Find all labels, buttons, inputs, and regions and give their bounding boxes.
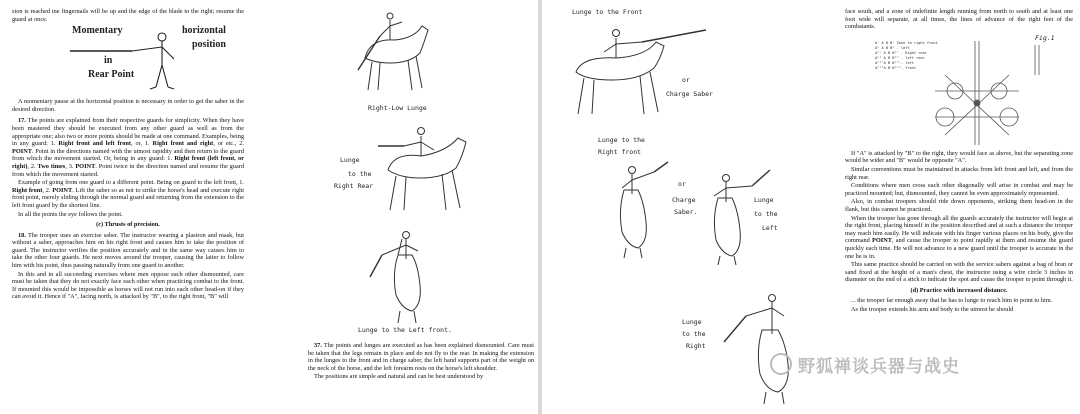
plate-label-lunge-right-rear-3: Right Rear xyxy=(334,182,374,190)
label-in: in xyxy=(104,55,113,67)
plate-label-lunge-left-1: Lunge xyxy=(754,196,774,204)
fig1-label: Fig.1 xyxy=(1035,33,1055,42)
text-run: Right front and left front xyxy=(58,140,131,148)
fig1-legend-row: A" A B B" - left xyxy=(875,45,910,50)
text-run: , or etc., 2. xyxy=(213,140,244,148)
plate-label-lunge-front: Lunge to the Front xyxy=(572,8,643,16)
horse-sketch-lunge-front xyxy=(556,20,716,120)
plate-label-lunge-right-3: Right xyxy=(686,342,706,350)
paragraph-same-practice: This same practice should be carried on with the service sabers against a bag of bran or sand fixed at the height of a man's chest, the instructor using a wire circle 3 inches in diameter on the end of a stick to indicate the spot and cause the trooper to point through it. xyxy=(845,261,1073,284)
section-heading-c: (c) Thrusts of precision. xyxy=(96,221,160,229)
text-run: . Lift the saber so as not to strike the horse's head and execute right front point, merely sliding through the normal guard and returning from the extension to the left front guard by the shortest line. xyxy=(12,186,244,209)
paragraph-attacked: If "A" is attacked by "B" to the right, they would face as above, but the separating zone would be wider and "B" would be opposite "A". xyxy=(845,149,1073,165)
text-run: 17. xyxy=(18,117,28,125)
paragraph-d1: ... the trooper far enough away that he has to lunge to reach him to point to him. xyxy=(851,297,1053,305)
text-run: 37. xyxy=(314,342,324,349)
plate-label-lunge-right-front-2: Right front xyxy=(598,148,642,156)
label-momentary: Momentary xyxy=(72,25,123,37)
plate-label-charge-saber-2b: Saber. xyxy=(674,208,698,216)
text-run: Example of going from one guard to a different point. Being on guard to the left front, 1. xyxy=(18,179,244,187)
right-text-column xyxy=(845,8,1073,315)
text-run: Right front (left front, or right) xyxy=(12,155,244,170)
paragraph-17-eye: In all the points the eye follows the point. xyxy=(18,210,123,218)
label-rear-point: Rear Point xyxy=(88,69,135,81)
text-run: , 2. xyxy=(42,186,53,194)
text-run: POINT xyxy=(872,237,892,245)
text-run: Two times xyxy=(37,162,66,170)
paragraph-continuation: sion is reached tne fingernails will be up and the edge of the blade to the right; resume the guard at once. xyxy=(12,8,244,23)
paragraph-18-continued: In this and in all succeeding exercises where men oppose each other dismounted, care must be taken that they do not exactly face each other when practicing combat to the front. If mounted this would be impossible as horses will not run into each other head-on if they can avoid it. Hence if "A", facing north, is attacked by "B", to the right front, "B" will xyxy=(12,270,244,301)
label-horizontal: horizontal xyxy=(182,25,226,37)
left-page xyxy=(0,0,538,414)
section-heading-d: (d) Practice with increased distance. xyxy=(910,286,1008,294)
text-run: . Point twice in the direction named and resume the guard from which the movement started. xyxy=(12,162,244,178)
text-run: Right front xyxy=(12,186,43,194)
text-run: . Point in the directions named with the utmost rapidity and then return to the guard from which the movement started. Or, being in any guard: 1. xyxy=(12,147,244,163)
plate-label-lunge-right-front-1: Lunge to the xyxy=(598,136,645,144)
text-run: , 2. xyxy=(27,162,38,170)
paragraph-also: Also, in combat troopers should ride down opponents, striking them head-on in the flank, but this cannot be practiced. xyxy=(845,198,1073,213)
plate-label-lunge-left-front: Lunge to the Left front. xyxy=(358,326,452,334)
text-run: When the trooper has gone through all the guards accurately the instructor will begin at the right front, placing himself in the position described and at such a distance the trooper may reach him easily. He will indicate with his finger various places on his body, give the command xyxy=(845,214,1073,245)
text-run: The trooper uses an exercise saber. The instructor wearing a plastron and mask, but without a saber, approaches him on his right front and causes him to take the position of guard. The instructor verifies the position accurately and in the same way causes him to take the other four guards. He next moves around the trooper, causing the latter to follow him with his point, thus passing naturally from one guard to another. xyxy=(12,231,244,270)
text-run: The points are explained from their respective guards for simplicity. When they have been mastered they should be executed from any other guard as well as from the appropriate one; also two or more points should be made at one command. Examples, being in any guard: 1. xyxy=(12,117,244,148)
fig1-legend-row: A"' A B B"' - Right rear xyxy=(875,50,927,55)
paragraph-pause: A momentary pause at the horizontal position is necessary in order to get the saber in the desired direction. xyxy=(12,98,244,113)
plate-label-lunge-left-3: Left xyxy=(762,224,778,232)
plate-label-or-1: or xyxy=(682,76,690,84)
paragraph-face-south: face south, and a zone of indefinite length running from north to south and at least one foot wide will separate, at all times, the lines of advance of the right feet of the combatants. xyxy=(845,8,1073,31)
plate-label-charge-saber-2a: Charge xyxy=(672,196,696,204)
horse-sketch-lunge-right xyxy=(722,286,822,406)
watermark-text: 野狐禅谈兵器与战史 xyxy=(798,356,960,377)
paragraph-17 xyxy=(12,117,244,178)
left-text-column xyxy=(12,8,244,302)
horse-sketch-right-low-lunge xyxy=(350,8,440,98)
plate-label-lunge-right-rear-1: Lunge xyxy=(340,156,360,164)
fig1-diagram xyxy=(845,35,1073,147)
plate-label-lunge-right-rear-2: to the xyxy=(348,170,372,178)
paragraph-when xyxy=(845,215,1073,261)
plate-label-lunge-right-2: to the xyxy=(682,330,706,338)
text-run: The points and lunges are executed as has been explained dismounted. Care must be taken that the legs remain in place and do not fly to the rear. In making the extension in the lunges to the front and in charge saber, the left hand supports part of the weight on the neck of the horse, and the left forearm rests on the horse's left shoulder. xyxy=(308,342,534,372)
paragraph-37 xyxy=(308,342,534,372)
text-run: POINT xyxy=(75,162,96,170)
horse-sketch-lunge-left-front xyxy=(368,225,448,325)
plate-label-right-low-lunge: Right-Low Lunge xyxy=(368,104,427,112)
text-run: , or, 1. xyxy=(130,140,153,148)
fig1-legend-row: A"" A B B"" - left rear xyxy=(875,55,925,60)
text-run: Right front and right xyxy=(152,140,214,148)
text-run: , 3. xyxy=(65,162,76,170)
fig1-legend-row: A""'A B B""'- left xyxy=(875,60,914,65)
left-page-bottom-text xyxy=(308,342,534,382)
text-run: POINT xyxy=(12,147,32,155)
horse-sketch-lunge-right-front xyxy=(600,160,670,260)
wechat-icon xyxy=(770,353,792,375)
paragraph-d2: As the trooper extends his arm and body to the utmost he should xyxy=(851,306,1014,314)
paragraph-similar: Similar conventions must be maintained in attacks from left front and left, and from the right rear. xyxy=(845,165,1073,181)
fig1-legend-row: A' A B B' Zone to right front xyxy=(875,40,938,45)
text-run: , and cause the trooper to point rapidly at them and resume the guard quickly each time. He will not advance to a new guard until the trooper is accurate in the one he is in. xyxy=(845,237,1073,260)
text-run: POINT xyxy=(52,186,73,194)
text-run: 18. xyxy=(18,231,28,239)
watermark xyxy=(770,350,1075,378)
rear-point-figure xyxy=(12,25,244,95)
paragraph-18 xyxy=(12,232,244,270)
paragraph-conditions: Conditions where men cross each other diagonally will arise in combat and may be practiced mounted; but, dismounted, they cannot be even approximately represented. xyxy=(845,182,1073,197)
paragraph-37-continued: The positions are simple and natural and can be best understood by xyxy=(314,373,484,381)
plate-label-lunge-left-2: to the xyxy=(754,210,778,218)
plate-label-lunge-right-1: Lunge xyxy=(682,318,702,326)
horse-sketch-lunge-right-rear xyxy=(376,122,486,217)
label-position: position xyxy=(192,39,226,51)
plate-label-charge-saber-1: Charge Saber xyxy=(666,90,713,98)
plate-label-or-2: or xyxy=(678,180,686,188)
fig1-zone-drawing xyxy=(905,35,1045,147)
fig1-legend-row: A"""A B B"""- front xyxy=(875,65,917,70)
paragraph-17-example xyxy=(12,179,244,209)
